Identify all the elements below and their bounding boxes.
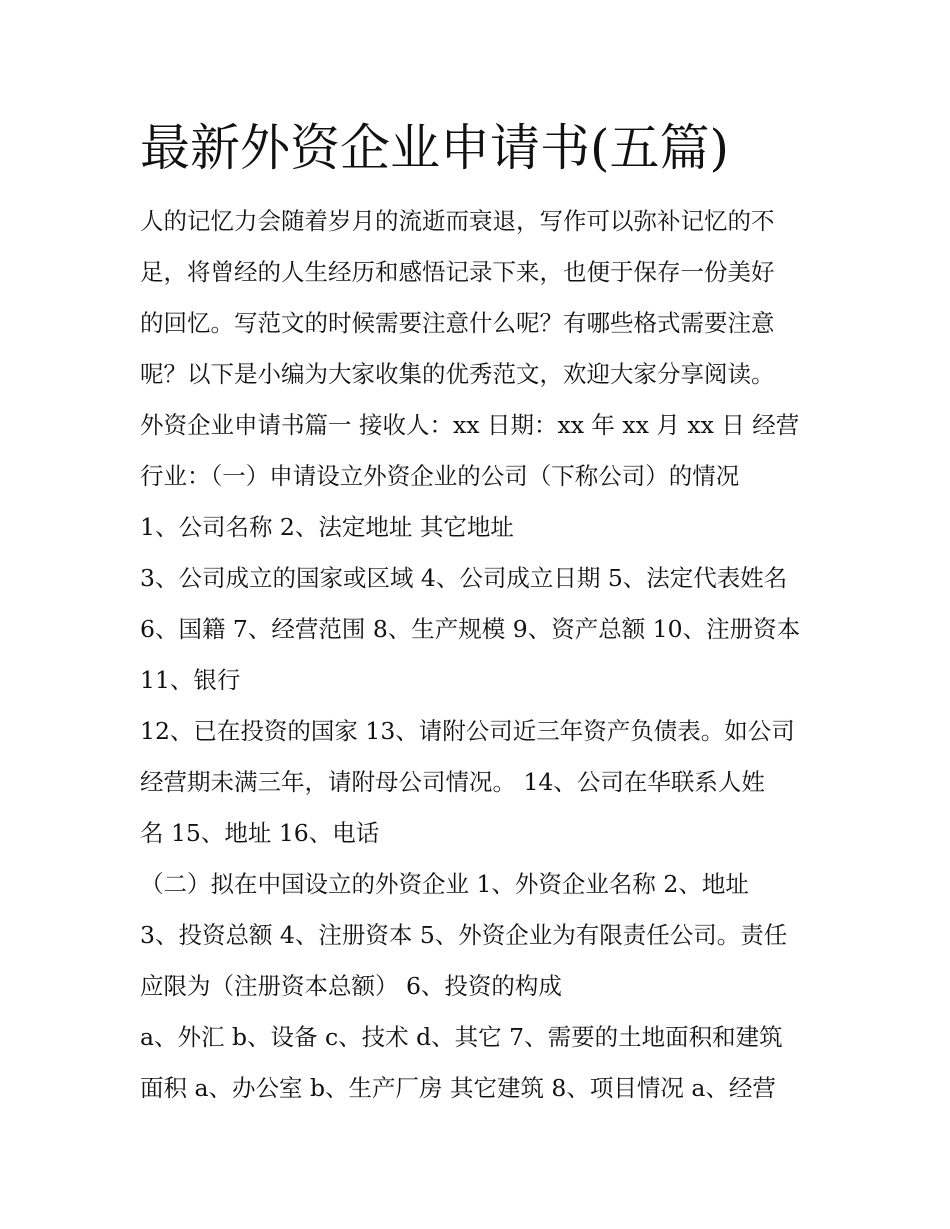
body-line: 人的记忆力会随着岁月的流逝而衰退，写作可以弥补记忆的不 — [140, 207, 775, 235]
body-line: 3、公司成立的国家或区域 4、公司成立日期 5、法定代表姓名 — [140, 564, 788, 592]
body-line: 外资企业申请书篇一 接收人：xx 日期：xx 年 xx 月 xx 日 经营 — [140, 411, 800, 439]
body-line: 6、国籍 7、经营范围 8、生产规模 9、资产总额 10、注册资本 — [140, 615, 801, 643]
body-line: 11、银行 — [140, 666, 241, 694]
body-line: 名 15、地址 16、电话 — [140, 819, 380, 847]
body-line: 面积 a、办公室 b、生产厂房 其它建筑 8、项目情况 a、经营 — [140, 1074, 776, 1102]
body-line: 12、已在投资的国家 13、请附公司近三年资产负债表。如公司 — [140, 717, 795, 745]
body-line: 1、公司名称 2、法定地址 其它地址 — [140, 513, 514, 541]
body-line: a、外汇 b、设备 c、技术 d、其它 7、需要的土地面积和建筑 — [140, 1023, 783, 1051]
body-line: （二）拟在中国设立的外资企业 1、外资企业名称 2、地址 — [140, 870, 749, 898]
body-line: 足，将曾经的人生经历和感悟记录下来，也便于保存一份美好 — [140, 258, 775, 286]
document-title: 最新外资企业申请书(五篇) — [140, 119, 730, 177]
body-line: 的回忆。写范文的时候需要注意什么呢？有哪些格式需要注意 — [140, 309, 775, 337]
body-line: 经营期未满三年，请附母公司情况。 14、公司在华联系人姓 — [140, 768, 765, 796]
body-line: 3、投资总额 4、注册资本 5、外资企业为有限责任公司。责任 — [140, 921, 788, 949]
body-line: 行业：（一）申请设立外资企业的公司（下称公司）的情况 — [140, 462, 740, 490]
body-line: 应限为（注册资本总额） 6、投资的构成 — [140, 972, 562, 1000]
body-line: 呢？以下是小编为大家收集的优秀范文，欢迎大家分享阅读。 — [140, 360, 775, 388]
